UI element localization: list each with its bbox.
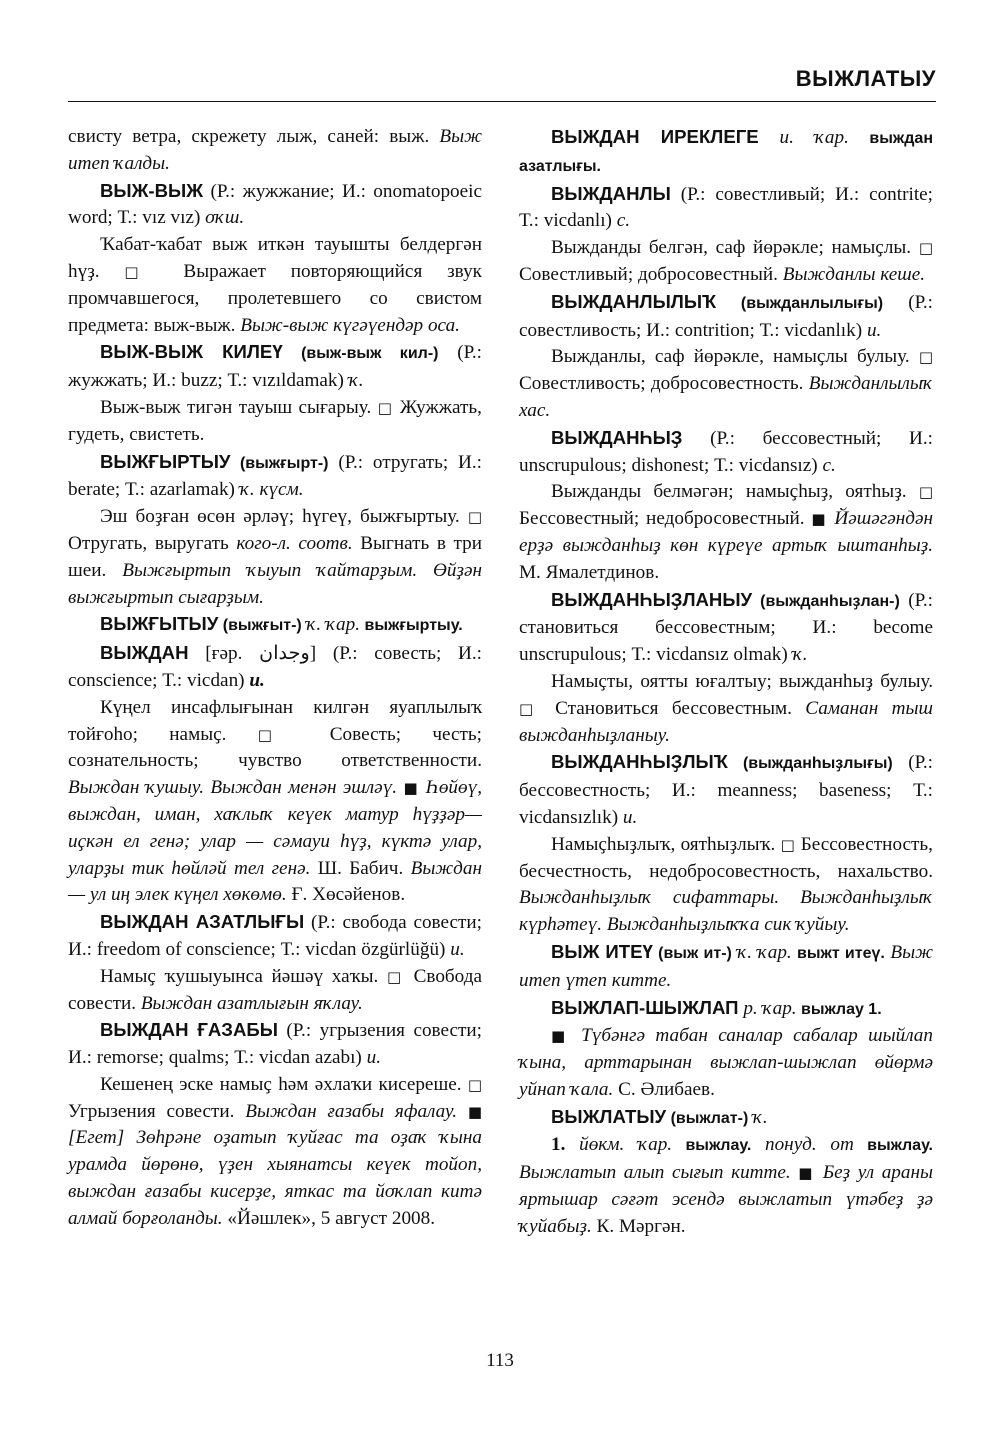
entry-vyzhdan-gazaby-sense	[68, 1072, 482, 1233]
definition: Выжданды белмәгән; намыҫһыҙ, оятһыҙ.	[551, 481, 919, 503]
illustration: Выж итеп үтеп китте.	[519, 941, 933, 991]
pos-label: ҡ. ҡар.	[737, 941, 792, 963]
definition: Намыҫһыҙлыҡ, оятһыҙлыҡ.	[551, 833, 781, 855]
cross-reference: выждан азатлығы.	[519, 130, 933, 175]
pos-label: ҡ.	[792, 644, 808, 666]
black-square-icon: ■	[790, 1164, 823, 1183]
square-marker-icon: □	[780, 835, 796, 854]
square-marker-icon: □	[124, 262, 159, 281]
black-square-icon: ■	[551, 1027, 582, 1046]
entry-vyzh-vyzh-kileu	[68, 339, 482, 395]
illustration: Выжлатып алып сығып китте.	[519, 1162, 791, 1184]
entry-vyzhdan-azatlygy-sense	[68, 964, 482, 1018]
definition: Выжданды белгән, саф йөрәкле; намыҫлы.	[551, 237, 919, 259]
entry-vyzhdanhyzlanyu	[519, 587, 933, 669]
translation: Бессовестность, бесчестность, недобросовестность, нахальство.	[519, 833, 933, 882]
stem-form: (выжлат-)	[666, 1109, 753, 1127]
entry-vyzh-iteu	[519, 939, 933, 995]
translation: Угрызения совести.	[68, 1100, 246, 1122]
pos-label: и.	[866, 319, 882, 341]
quote-author: С. Әлибаев.	[613, 1078, 715, 1100]
stem-form: (выж-выж кил-)	[282, 345, 439, 363]
entry-vyzhlatyu-sense-1	[519, 1132, 933, 1240]
entry-vyzhlap-shyzhlap	[519, 995, 933, 1024]
quotation: Түбәнгә табан саналар сабалар шыйлап ҡына, арттарынан выжлап-шыжлап өйөрмә уйнап ҡала.	[519, 1025, 933, 1100]
headword: ВЫЖҒЫТЫУ	[100, 613, 219, 635]
page-number: 113	[486, 1350, 514, 1371]
pos-label: с.	[616, 210, 631, 232]
definition: Намыҫты, оятты юғалтыу; выжданһыҙ булыу.	[551, 670, 933, 692]
entry-vyzhgyrtyu-sense	[68, 504, 482, 611]
quote-author: К. Мәргән.	[591, 1215, 686, 1237]
illustration: Выж итеп ҡалды.	[68, 126, 482, 174]
right-column	[519, 124, 933, 1241]
translation: Совесть; честь; сознательность; чувство ответственности.	[68, 723, 482, 772]
entry-vyzhdan-gazaby	[68, 1017, 482, 1072]
left-column	[68, 124, 482, 1233]
definition: Намыҫ ҡушыуынса йәшәү хаҡы.	[100, 965, 387, 987]
entry-vyzhgyrtyu	[68, 449, 482, 505]
translation: Выгнать в три шеи.	[68, 532, 482, 581]
quotation: [Егет] Зөһрәне оҙатып ҡуйғас та оҙаҡ ҡына урамда йөрөнө, үҙен хыянатсы кеүек тойоп, выждан ғазабы кисерҙе, яткас та йоҡлап китә алмай борғоланды.	[68, 1127, 482, 1229]
quotation: Беҙ ул араны яртышар сәғәт эсендә выжлатып үтәбеҙ ҙә ҡуйабыҙ.	[519, 1162, 933, 1237]
pos-label: ҡ. ҡар.	[306, 614, 361, 636]
pos-label: оҡш.	[205, 207, 245, 229]
entry-vyzhdan-iреклеге	[519, 124, 933, 181]
entry-vyzhdanlylyk-sense	[519, 344, 933, 424]
quote-author: Ғ. Хөсәйенов.	[286, 884, 406, 906]
usage-label: понуд. от	[751, 1134, 854, 1156]
quotation: Йәшәгәндән ерҙә выжданһыҙ көн күреүе артыҡ ыштанһыҙ.	[519, 508, 933, 556]
etymology: [ғәр. وجدان]	[188, 643, 317, 665]
illustration: Выждан азатлығын яҡлау.	[140, 992, 363, 1014]
black-square-icon: ■	[804, 510, 835, 529]
illustration: Выждан ҡушыу. Выждан менән эшләү.	[68, 777, 398, 799]
definition: Кешенең эске намыҫ һәм әхлаҡи кисереше.	[100, 1073, 468, 1095]
equivalents: (Р.: совесть; И.: conscience; Т.: vicdan)	[68, 643, 483, 691]
equivalents: (Р.: бессовестность; И.: meanness; baseness; Т.: vicdansızlık)	[519, 752, 933, 828]
continued-entry	[68, 124, 482, 178]
headword: ВЫЖДАНЛЫЛЫҠ	[551, 290, 717, 312]
running-head: ВЫЖЛАТЫУ	[795, 66, 936, 91]
cross-reference: выжт итеү.	[791, 944, 885, 962]
quote-author: М. Ямалетдинов.	[519, 561, 660, 583]
pos-label: и.	[366, 1047, 381, 1069]
cross-reference: выжлау 1.	[796, 1000, 882, 1018]
stem-form: (выжданлылығы)	[716, 294, 884, 312]
square-marker-icon: □	[467, 1075, 482, 1094]
equivalents: (Р.: жужжание; И.: onomatopoeic word; Т.: vız vız)	[68, 180, 482, 229]
headword: ВЫЖДАНҺЫҘ	[551, 426, 683, 448]
equivalents: (Р.: свобода совести; И.: freedom of conscience; Т.: vicdan özgürlüğü)	[68, 912, 483, 960]
equivalents: (Р.: угрызения совести; И.: remorse; qualms; Т.: vicdan azabı)	[68, 1020, 482, 1069]
sense-number: 1.	[551, 1134, 580, 1156]
entry-vyzhdanlylyk	[519, 289, 933, 345]
entry-vyzhdanhyzlyk	[519, 749, 933, 831]
definition: Выж-выж тигән тауыш сығарыу.	[100, 396, 378, 418]
entry-vyzhdanhyzlyk-sense	[519, 832, 933, 939]
illustration: Выжданһыҙлыҡ сифаттары. Выжданһыҙлыҡ күрһәтеү. Выжданһыҙлыҡҡа сик ҡуйыу.	[519, 887, 933, 936]
pos-label: ҡ.	[348, 370, 364, 392]
entry-vyzhdan	[68, 640, 482, 695]
quote-author: Ш. Бабич.	[310, 857, 411, 879]
definition: Эш боҙған өсөн әрләү; һүгеү, быжғыртыу.	[100, 506, 468, 528]
translation: Выражает повторяющийся звук промчавшегося, пролетевшего со свистом предмета: выж-выж.	[68, 260, 482, 336]
black-square-icon: ■	[457, 1102, 482, 1121]
translation: Жужжать, гудеть, свистеть.	[68, 396, 482, 445]
quotation: Һөйөү, выждан, иман, хаҡлыҡ кеүек матур һүҙҙәр— иҫкән ел генә; улар — сәмауи һүҙ, күктә улар, уларҙы тик һөйләй тел генә.	[68, 777, 482, 879]
pos-label: и.	[622, 806, 638, 828]
translation: Становиться бессовестным.	[541, 697, 806, 719]
pos-label: и. ҡар.	[758, 127, 849, 148]
stem-form: (выжғырт-)	[230, 454, 329, 472]
headword: ВЫЖДАНҺЫҘЛЫҠ	[551, 751, 728, 773]
headword: ВЫЖ-ВЫЖ КИЛЕҮ	[100, 341, 283, 363]
illustration: Выжғыртып ҡыуып ҡайтарҙым. Өйҙән выжғыртып сығарҙым.	[68, 559, 483, 608]
equivalents: (Р.: бессовестный; И.: unscrupulous; dishonest; Т.: vicdansız)	[519, 427, 933, 476]
equivalents: (Р.: жужжать; И.: buzz; Т.: vızıldamak)	[68, 342, 482, 392]
headword: ВЫЖДАН	[100, 642, 189, 664]
entry-vyzhdanhyz	[519, 425, 933, 480]
square-marker-icon: □	[257, 725, 299, 744]
entry-vyzhdan-sense	[68, 695, 482, 909]
equivalents: (Р.: совестливый; И.: contrite; Т.: vicdanlı)	[519, 183, 933, 232]
headword: ВЫЖЛАП-ШЫЖЛАП	[551, 996, 739, 1018]
headword: ВЫЖҒЫРТЫУ	[100, 450, 231, 472]
entry-vyzhdan-azatlygy	[68, 909, 482, 964]
entry-vyzhdanly-sense	[519, 235, 933, 289]
headword: ВЫЖДАНҺЫҘЛАНЫУ	[551, 588, 753, 610]
entry-vyzhdanhyzlanyu-sense	[519, 669, 933, 749]
cross-reference: выжлау.	[853, 1137, 933, 1155]
illustration: Выж-выж күгәүендәр оса.	[240, 314, 460, 336]
illustration: Выжданлы кеше.	[782, 263, 926, 285]
stem-form: (выжғыт-)	[218, 617, 307, 635]
entry-vyzhgytyu	[68, 611, 482, 640]
equivalents: (Р.: совестливость; И.: contrition; Т.: vicdanlık)	[519, 291, 933, 341]
headword: ВЫЖ-ВЫЖ	[100, 179, 204, 201]
entry-vyzhdanly	[519, 181, 933, 236]
pos-label: и.	[450, 938, 465, 960]
entry-vyzh-vyzh	[68, 178, 482, 233]
entry-text: свисту ветра, скрежету лыж, саней: выж.	[68, 126, 440, 147]
translation: Свобода совести.	[68, 965, 483, 1014]
square-marker-icon: □	[467, 508, 482, 527]
square-marker-icon: □	[918, 239, 933, 258]
headword: ВЫЖДАН АЗАТЛЫҒЫ	[100, 911, 305, 933]
pos-label: р. ҡар.	[738, 997, 797, 1019]
square-marker-icon: □	[519, 699, 542, 718]
usage-note: кого-л. соотв.	[236, 532, 353, 554]
pos-label: ҡ.	[752, 1106, 768, 1128]
equivalents: (Р.: отругать; И.: berate; Т.: azarlamak)	[68, 451, 482, 501]
headword: ВЫЖДАН ИРЕКЛЕГЕ	[551, 126, 759, 147]
definition: Күңел инсафлығынан килгән яуаплылыҡ тойғоһо; намыҫ.	[68, 696, 482, 745]
cross-reference: выжлау.	[672, 1137, 752, 1155]
entry-vyzhdanhyz-sense	[519, 479, 933, 586]
translation: Совестливый; добросовестный.	[519, 263, 783, 285]
headword: ВЫЖЛАТЫУ	[551, 1105, 667, 1127]
square-marker-icon: □	[386, 967, 405, 986]
pos-label: с.	[822, 454, 836, 476]
stem-form: (выжданһыҙлығы)	[727, 755, 893, 773]
square-marker-icon: □	[377, 398, 394, 417]
square-marker-icon: □	[918, 348, 933, 367]
headword: ВЫЖДАН ҒАЗАБЫ	[100, 1019, 278, 1041]
stem-form: (выж ит-)	[652, 944, 738, 962]
pos-label: ҡ. күсм.	[239, 479, 304, 501]
square-marker-icon: □	[918, 483, 933, 502]
quotation: Выждан — ул иң элек күңел хөкөмө.	[68, 857, 482, 906]
pos-label: и.	[249, 669, 265, 691]
cross-reference: выжғыртыу.	[360, 617, 463, 635]
entry-vyzhlap-shyzhlap-sense	[519, 1023, 933, 1103]
illustration: Саманан тыш выжданһыҙланыу.	[519, 697, 933, 746]
translation: Отругать, выругать	[68, 532, 237, 554]
headword: ВЫЖДАНЛЫ	[551, 182, 671, 204]
entry-vyzh-vyzh-kileu-sense	[68, 395, 482, 449]
definition: Выжданлы, саф йөрәкле, намыҫлы булыу.	[551, 346, 919, 368]
illustration: Выжданлылыҡ хас.	[519, 373, 933, 421]
equivalents: (Р.: становиться бессовестным; И.: become unscrupulous; Т.: vicdansız olmak)	[519, 589, 933, 666]
translation: Бессовестный; недобросовестный.	[519, 508, 805, 530]
black-square-icon: ■	[397, 779, 426, 798]
headword: ВЫЖ ИТЕҮ	[551, 940, 653, 962]
entry-vyzhlatyu	[519, 1104, 933, 1133]
usage-label: йөкм. ҡар.	[579, 1134, 673, 1156]
stem-form: (выжданһыҙлан-)	[752, 592, 900, 610]
header-rule	[68, 101, 936, 102]
translation: Совестливость; добросовестность.	[519, 373, 809, 395]
quote-source: «Йәшлек», 5 август 2008.	[222, 1207, 436, 1229]
entry-vyzh-vyzh-sense	[68, 232, 482, 339]
illustration: Выждан ғазабы яфалау.	[245, 1100, 458, 1122]
definition: Ҡабат-ҡабат выж иткән тауышты белдергән һүҙ.	[68, 234, 482, 282]
